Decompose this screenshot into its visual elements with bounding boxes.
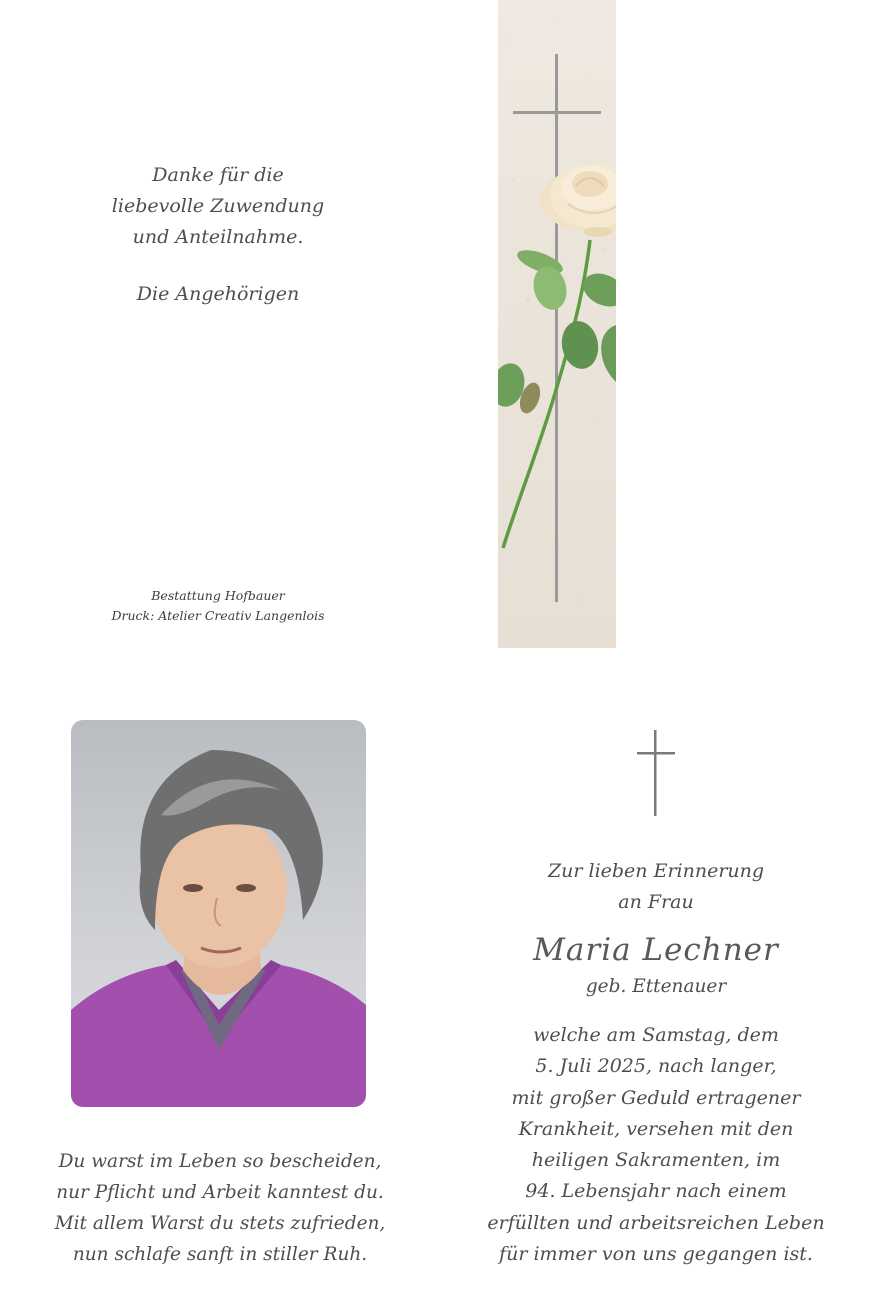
cross-icon xyxy=(635,728,677,818)
maiden-name: geb. Ettenauer xyxy=(585,976,727,997)
memorial-text xyxy=(462,1020,850,1270)
imprint xyxy=(60,586,376,626)
memorial-line: mit großer Geduld ertragener xyxy=(511,1086,801,1109)
poem-line: nur Pflicht und Arbeit kanntest du. xyxy=(56,1182,384,1203)
rose-image xyxy=(498,0,616,648)
thanks-line: und Anteilnahme. xyxy=(132,226,304,248)
portrait-image xyxy=(71,720,366,1107)
intro-line: Zur lieben Erinnerung xyxy=(547,860,765,882)
thanks-line: liebevolle Zuwendung xyxy=(111,195,325,217)
family-signature: Die Angehörigen xyxy=(136,283,300,305)
memorial-line: 5. Juli 2025, nach langer, xyxy=(535,1055,777,1078)
rose-flower xyxy=(539,164,616,237)
poem-line: Du warst im Leben so bescheiden, xyxy=(58,1151,382,1172)
poem-line: Mit allem Warst du stets zufrieden, xyxy=(54,1213,386,1234)
intro-line: an Frau xyxy=(618,891,694,913)
memorial-line: welche am Samstag, dem xyxy=(533,1024,779,1046)
printer-credit: Druck: Atelier Creativ Langenlois xyxy=(111,608,325,623)
memorial-line: heiligen Sakramenten, im xyxy=(531,1149,781,1172)
cross-horizontal xyxy=(513,111,601,114)
memorial-line: 94. Lebensjahr nach einem xyxy=(525,1180,787,1203)
memorial-intro xyxy=(470,856,842,918)
thanks-line: Danke für die xyxy=(152,164,284,186)
memorial-line: Krankheit, versehen mit den xyxy=(518,1117,794,1140)
cross-vertical xyxy=(555,54,558,602)
rose-cross-decoration xyxy=(498,0,616,648)
memorial-line: für immer von uns gegangen ist. xyxy=(499,1243,813,1266)
deceased-name: Maria Lechner xyxy=(533,932,779,968)
poem-line: nun schlafe sanft in stiller Ruh. xyxy=(72,1244,368,1265)
thank-you-text xyxy=(60,160,376,310)
poem xyxy=(50,1146,390,1270)
funeral-home: Bestattung Hofbauer xyxy=(151,588,285,603)
memorial-line: erfüllten und arbeitsreichen Leben xyxy=(487,1211,825,1234)
portrait-photo xyxy=(71,720,366,1107)
